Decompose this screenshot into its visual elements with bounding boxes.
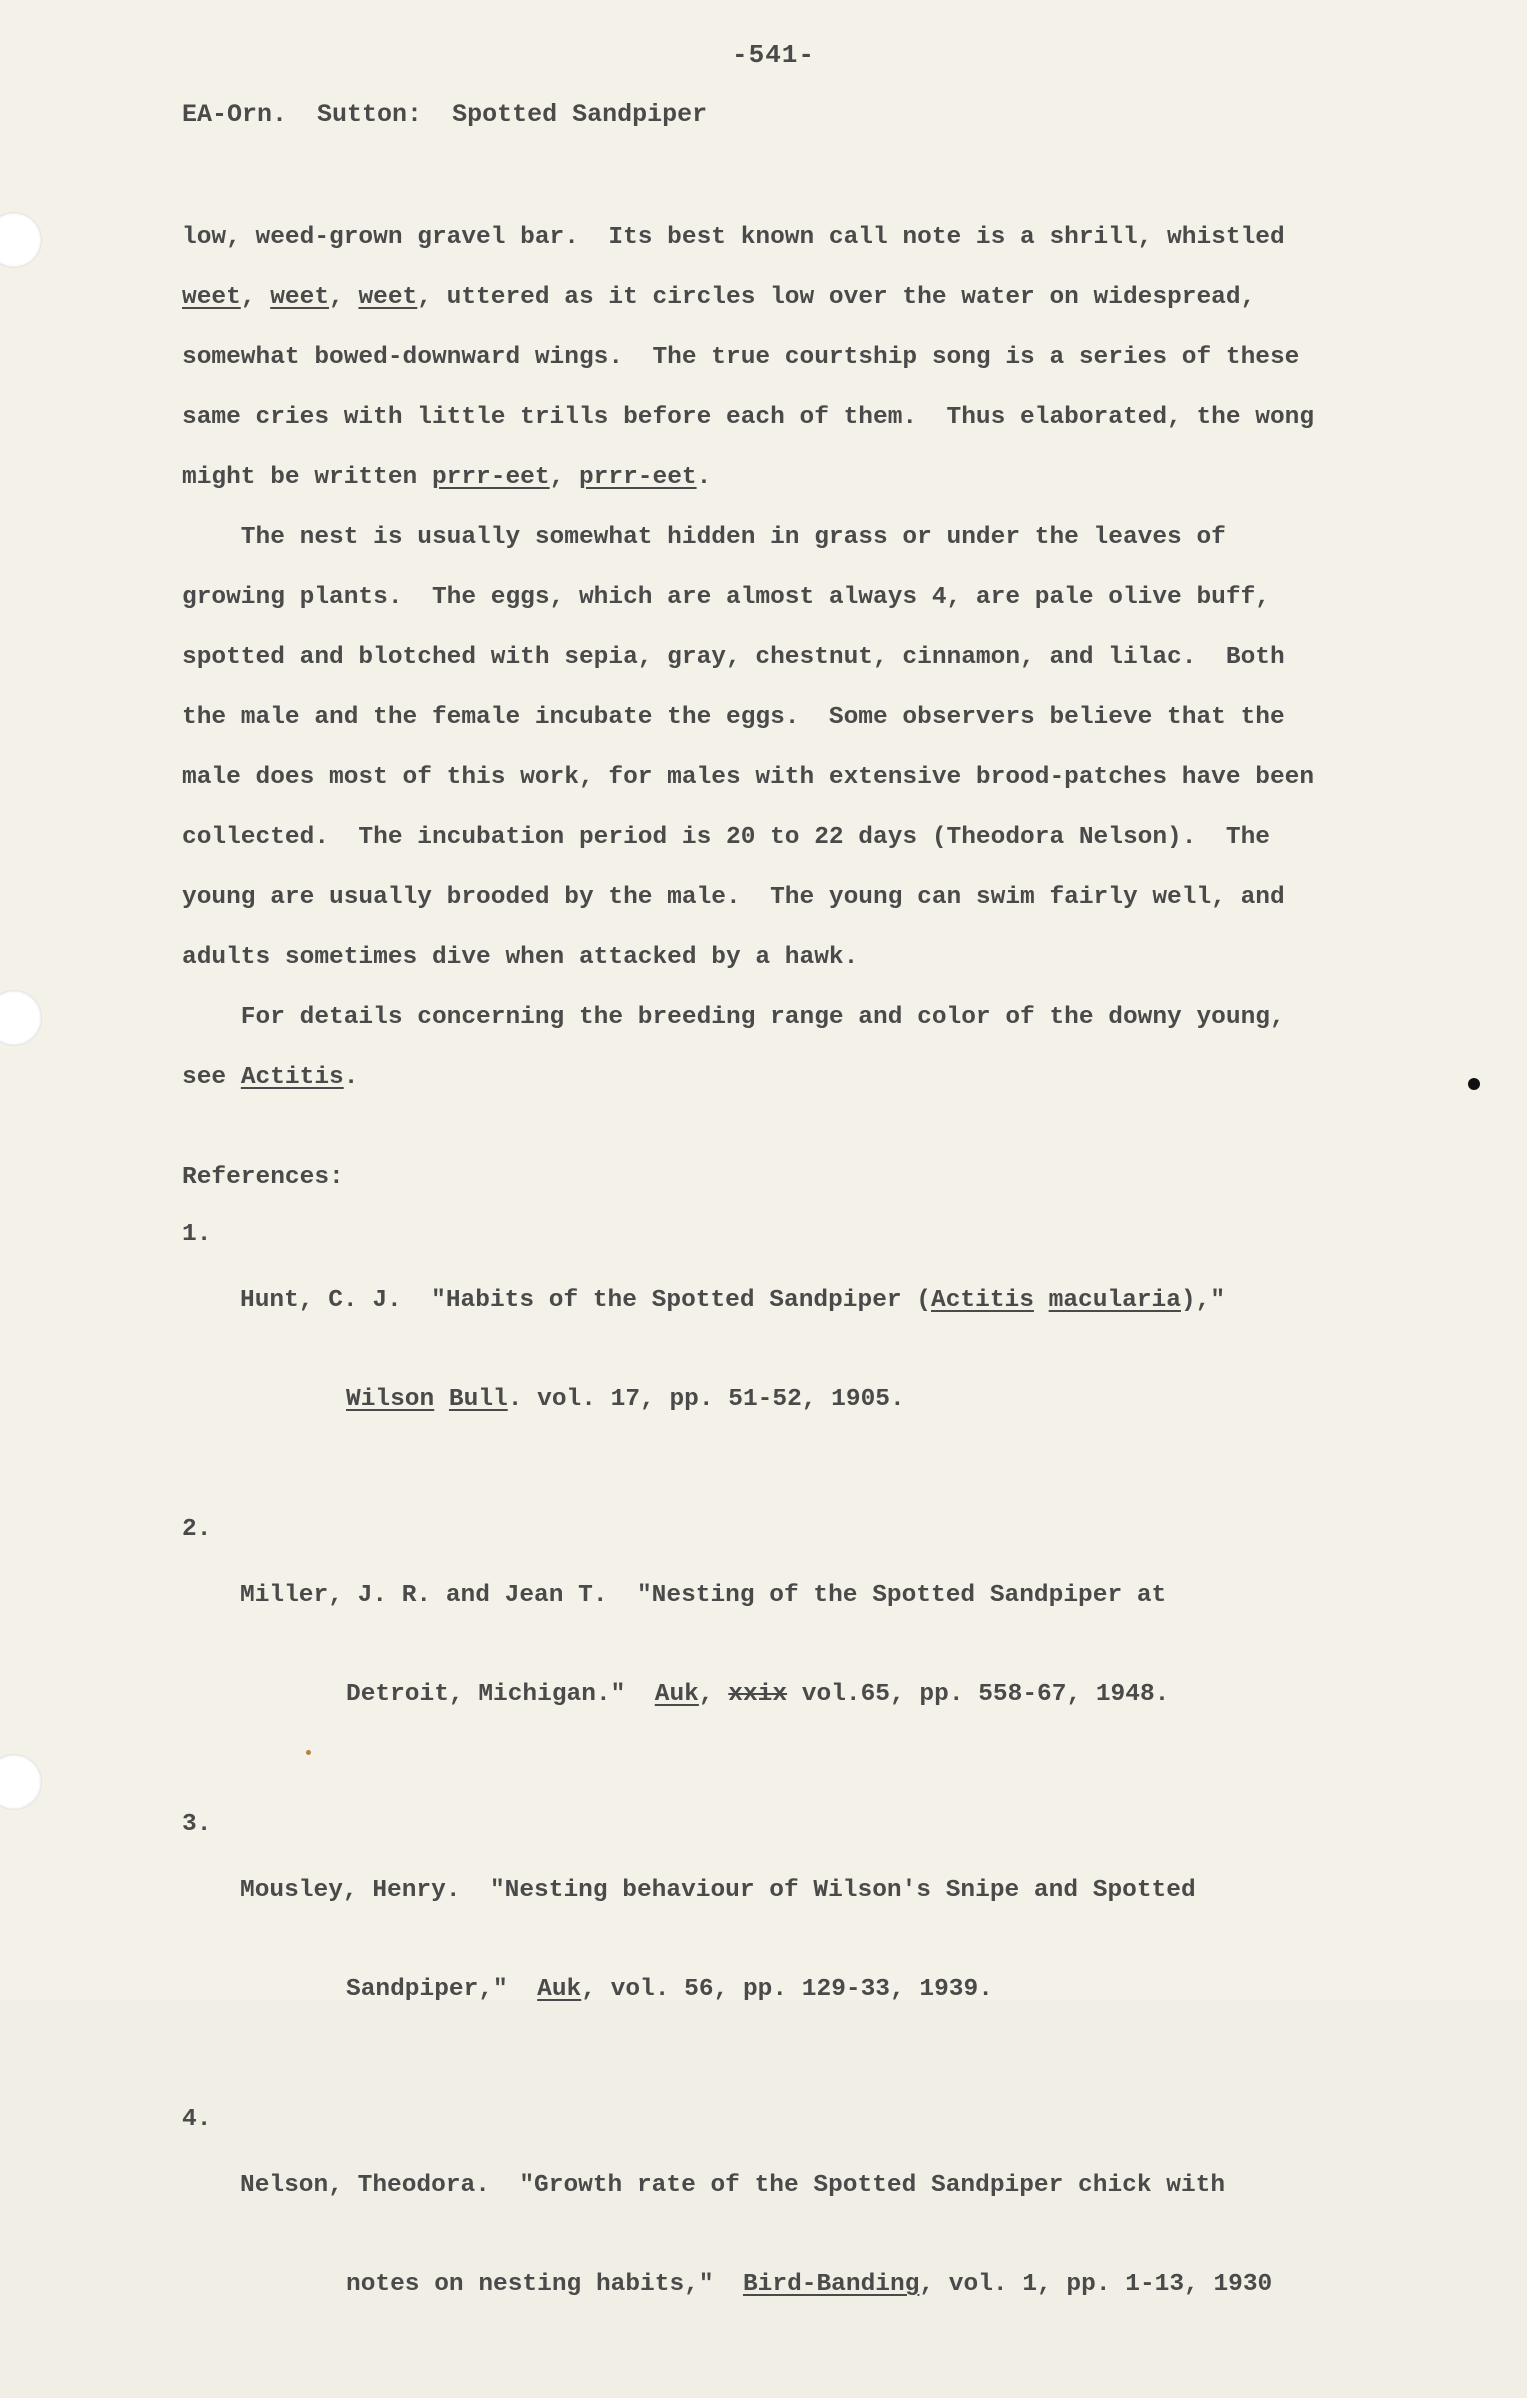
text-line: collected. The incubation period is 20 to 22 days (Theodora Nelson). The xyxy=(182,824,1270,851)
reference-line: Miller, J. R. and Jean T. "Nesting of the Spotted Sandpiper at xyxy=(240,1582,1167,1609)
text-run: see xyxy=(182,1064,241,1091)
text-line: somewhat bowed-downward wings. The true courtship song is a series of these xyxy=(182,344,1300,371)
reference-body xyxy=(240,1808,1196,2072)
text-run: , uttered as it circles low over the water on widespread, xyxy=(417,284,1256,311)
reference-number: 1. xyxy=(182,1221,212,1248)
page-number: -541- xyxy=(732,40,816,70)
reference-line xyxy=(240,1284,1225,1317)
punch-hole-bottom xyxy=(0,1754,42,1810)
text-line: spotted and blotched with sepia, gray, chestnut, cinnamon, and lilac. Both xyxy=(182,644,1285,671)
text-line: weet, weet, weet, uttered as it circles low over the water on widespread, xyxy=(182,284,1256,311)
reference-item xyxy=(182,1808,1382,2072)
running-head xyxy=(182,100,707,129)
reference-body xyxy=(240,1218,1225,1482)
punch-hole-middle xyxy=(0,990,42,1046)
text-run: . vol. 17, pp. 51-52, 1905. xyxy=(507,1386,905,1413)
underlined-word: Auk xyxy=(654,1681,699,1708)
underlined-word: prrr-eet xyxy=(431,464,550,491)
text-line: The nest is usually somewhat hidden in grass or under the leaves of xyxy=(182,524,1226,551)
text-run: Detroit, Michigan." xyxy=(346,1681,655,1708)
reference-number: 4. xyxy=(182,2106,212,2133)
text-line: the male and the female incubate the eggs. Some observers believe that the xyxy=(182,704,1285,731)
text-run: , vol. 1, pp. 1-13, 1930 xyxy=(919,2271,1273,2298)
text-run: , xyxy=(698,1681,729,1708)
reference-number: 3. xyxy=(182,1811,212,1838)
punch-hole-top xyxy=(0,212,42,268)
struck-text: xxix xyxy=(728,1681,788,1708)
body-text xyxy=(182,214,1362,1114)
text-run: Hunt, C. J. "Habits of the Spotted Sandpiper ( xyxy=(240,1287,932,1314)
underlined-word: prrr-eet xyxy=(578,464,697,491)
reference-line xyxy=(240,1973,1196,2006)
text-run: )," xyxy=(1180,1287,1226,1314)
reference-body xyxy=(240,1513,1169,1777)
reference-number: 2. xyxy=(182,1516,212,1543)
underlined-word: weet xyxy=(270,284,330,311)
underlined-word: macularia xyxy=(1048,1287,1181,1314)
text-run: might be written xyxy=(182,464,432,491)
text-run: vol.65, pp. 558-67, 1948. xyxy=(787,1681,1170,1708)
reference-item xyxy=(182,1218,1382,1482)
underlined-word: Actitis xyxy=(931,1287,1034,1314)
underlined-word: weet xyxy=(182,284,241,311)
reference-item xyxy=(182,2103,1382,2367)
text-line: low, weed-grown gravel bar. Its best known call note is a shrill, whistled xyxy=(182,224,1285,251)
underlined-word: Bird-Banding xyxy=(742,2271,920,2298)
references-list xyxy=(182,1218,1382,2398)
running-head-prefix: EA-Orn. xyxy=(182,100,288,129)
underlined-word: Wilson xyxy=(346,1386,435,1413)
underlined-word: Auk xyxy=(537,1976,582,2003)
text-run: Sandpiper," xyxy=(346,1976,538,2003)
reference-line xyxy=(240,2268,1272,2301)
reference-line: Mousley, Henry. "Nesting behaviour of Wilson's Snipe and Spotted xyxy=(240,1877,1196,1904)
underlined-word: weet xyxy=(358,284,418,311)
reference-line xyxy=(240,1383,1225,1416)
underlined-word: Bull xyxy=(448,1386,508,1413)
text-run: notes on nesting habits," xyxy=(346,2271,743,2298)
text-line: For details concerning the breeding range and color of the downy young, xyxy=(182,1004,1285,1031)
text-line: male does most of this work, for males with extensive brood-patches have been xyxy=(182,764,1315,791)
underlined-word: Actitis xyxy=(240,1064,344,1091)
reference-body xyxy=(240,2103,1272,2367)
text-line: see Actitis. xyxy=(182,1064,359,1091)
text-line: adults sometimes dive when attacked by a hawk. xyxy=(182,944,859,971)
references-heading: References: xyxy=(182,1164,344,1191)
running-head-author: Sutton: xyxy=(317,100,423,129)
paper-speck xyxy=(306,1750,311,1755)
text-line: young are usually brooded by the male. The young can swim fairly well, and xyxy=(182,884,1285,911)
running-head-title: Spotted Sandpiper xyxy=(452,100,708,129)
text-run: , vol. 56, pp. 129-33, 1939. xyxy=(581,1976,993,2003)
text-line: growing plants. The eggs, which are almost always 4, are pale olive buff, xyxy=(182,584,1270,611)
ink-dot xyxy=(1468,1078,1480,1090)
reference-line xyxy=(240,1678,1169,1711)
text-line: same cries with little trills before each of them. Thus elaborated, the wong xyxy=(182,404,1315,431)
reference-item xyxy=(182,1513,1382,1777)
reference-line: Nelson, Theodora. "Growth rate of the Spotted Sandpiper chick with xyxy=(240,2172,1226,2199)
text-line: might be written prrr-eet, prrr-eet. xyxy=(182,464,712,491)
